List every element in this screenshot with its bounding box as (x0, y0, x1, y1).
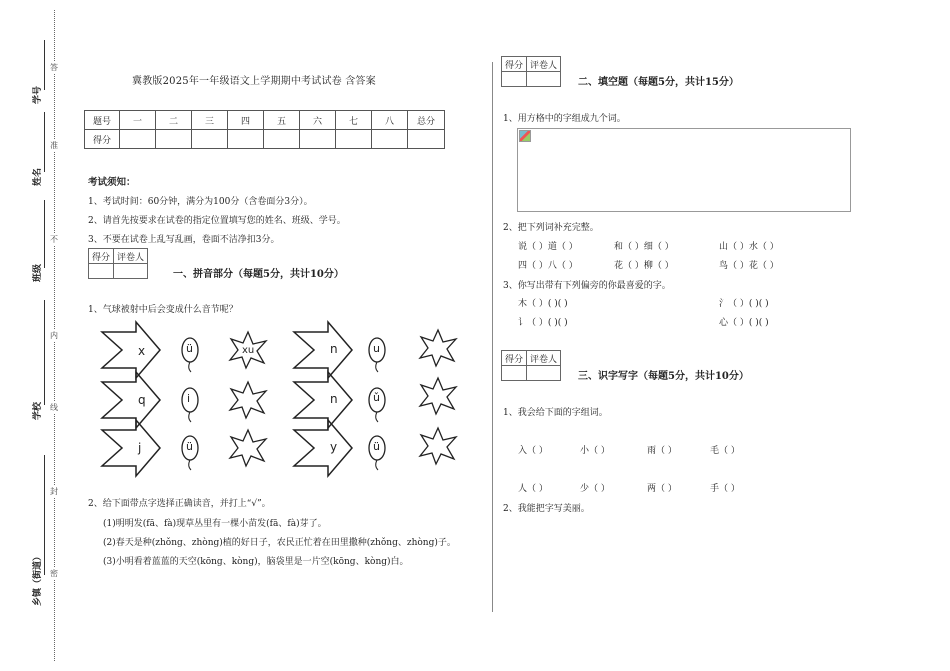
score-input-cell[interactable] (228, 130, 264, 149)
fill-item[interactable]: 花（ ）柳（ ） (614, 261, 674, 271)
grader-box (88, 248, 148, 279)
seal-word: 内 (50, 331, 58, 340)
fill-item[interactable]: 讠（ ）( )( ) (518, 318, 568, 328)
arrow-letter: n (330, 342, 338, 356)
arrow-shape (294, 420, 352, 476)
fill-item[interactable]: 心（ ）( )( ) (719, 318, 769, 328)
grader-reviewer-label: 评卷人 (527, 57, 561, 72)
score-table-cell: 六 (300, 111, 336, 130)
section1-q2-item: (1)明明发(fā、fà)现草丛里有一棵小苗发(fā、fà)芽了。 (103, 519, 327, 529)
fill-item[interactable]: 四（ ）八（ ） (518, 261, 578, 271)
balloon-letter: u (373, 342, 380, 355)
fill-item[interactable]: 木（ ）( )( ) (518, 299, 568, 309)
grader-score-cell[interactable] (89, 264, 114, 279)
margin-label-class: 班级 (33, 263, 43, 282)
margin-label-name: 姓名 (33, 167, 43, 186)
section3-question-1: 1、我会给下面的字组词。 (503, 408, 608, 418)
score-table-cell: 一 (120, 111, 156, 130)
score-input-cell[interactable] (300, 130, 336, 149)
star-shape (420, 330, 456, 366)
grader-reviewer-cell[interactable] (527, 366, 561, 381)
star-shape (420, 428, 456, 464)
section2-title: 二、填空题（每题5分，共计15分） (578, 77, 739, 88)
broken-image-icon (519, 130, 531, 142)
balloon-letter: ǔ (373, 391, 380, 404)
fill-item[interactable]: 两（ ） (647, 484, 677, 494)
score-table-cell: 五 (264, 111, 300, 130)
score-table (84, 110, 445, 149)
fill-item[interactable]: 人（ ） (518, 484, 548, 494)
score-input-cell[interactable] (156, 130, 192, 149)
seal-word: 准 (50, 141, 58, 150)
score-table-cell: 得分 (85, 130, 120, 149)
section1-question-2: 2、给下面带点字选择正确读音，并打上“√”。 (88, 499, 271, 509)
score-table-cell: 四 (228, 111, 264, 130)
arrow-shape (102, 372, 160, 428)
section1-title: 一、拼音部分（每题5分，共计10分） (173, 269, 344, 280)
arrow-shape (102, 322, 160, 378)
fill-item[interactable]: 雨（ ） (647, 446, 677, 456)
score-table-cell: 八 (372, 111, 408, 130)
grader-score-cell[interactable] (502, 72, 527, 87)
score-table-cell: 题号 (85, 111, 120, 130)
seal-word: 密 (50, 569, 58, 578)
balloon-letter: ü (373, 440, 380, 453)
arrow-letter: x (138, 344, 146, 358)
character-grid-image-box (517, 128, 851, 212)
balloon-letter: i (187, 392, 191, 405)
fill-item[interactable]: 山（ ）水（ ） (719, 242, 779, 252)
notice-item: 3、不要在试卷上乱写乱画，卷面不洁净扣3分。 (88, 235, 280, 245)
score-input-cell[interactable] (120, 130, 156, 149)
fill-item[interactable]: 和（ ）细（ ） (614, 242, 674, 252)
score-table-score-row (85, 130, 445, 149)
section1-q2-item: (3)小明看着蓝蓝的天空(kōng、kòng)，脑袋里是一片空(kōng、kòng)白。 (103, 557, 409, 567)
score-table-cell: 七 (336, 111, 372, 130)
section2-question-3: 3、你写出带有下列偏旁的你最喜爱的字。 (503, 281, 671, 291)
margin-label-student-id: 学号 (33, 85, 43, 104)
seal-word: 答 (50, 63, 58, 72)
section3-title: 三、识字写字（每题5分，共计10分） (578, 371, 749, 382)
star-letter: xu (242, 345, 255, 356)
fill-item[interactable]: 说（ ）道（ ） (518, 242, 578, 252)
arrow-shape (294, 372, 352, 428)
margin-write-line (44, 200, 45, 268)
arrow-shape (102, 420, 160, 476)
seal-word: 封 (50, 487, 58, 496)
grader-reviewer-cell[interactable] (527, 72, 561, 87)
score-input-cell[interactable] (264, 130, 300, 149)
section2-question-2: 2、把下列词补充完整。 (503, 223, 599, 233)
arrow-letter: n (330, 392, 338, 406)
margin-write-line (44, 300, 45, 405)
fill-item[interactable]: 手（ ） (710, 484, 740, 494)
score-input-cell[interactable] (192, 130, 228, 149)
star-shape (230, 430, 266, 466)
section3-question-2: 2、我能把字写美丽。 (503, 504, 590, 514)
score-table-cell: 总分 (408, 111, 445, 130)
seal-word: 不 (50, 235, 58, 244)
fill-item[interactable]: 鸟（ ）花（ ） (719, 261, 779, 271)
score-table-cell: 三 (192, 111, 228, 130)
margin-write-line (44, 40, 45, 90)
seal-word: 线 (50, 403, 58, 412)
margin-label-school: 学校 (33, 401, 43, 420)
arrow-letter: j (138, 441, 142, 455)
star-shape (230, 382, 266, 418)
score-input-cell[interactable] (372, 130, 408, 149)
star-shape (420, 378, 456, 414)
margin-write-line (44, 112, 45, 172)
fill-item[interactable]: 氵（ ）( )( ) (719, 299, 769, 309)
grader-reviewer-cell[interactable] (114, 264, 148, 279)
grader-score-label: 得分 (502, 351, 527, 366)
grader-score-label: 得分 (502, 57, 527, 72)
fill-item[interactable]: 入（ ） (518, 446, 548, 456)
score-input-cell[interactable] (336, 130, 372, 149)
page-title: 冀教版2025年一年级语文上学期期中考试试卷 含答案 (132, 76, 376, 87)
pinyin-balloon-picture (100, 320, 470, 480)
balloon-letter: ü (186, 342, 193, 355)
grader-reviewer-label: 评卷人 (527, 351, 561, 366)
notice-heading: 考试须知： (88, 177, 136, 188)
section1-q2-item: (2)春天是种(zhǒng、zhòng)植的好日子，农民正忙着在田里撒种(zhǒng、zhòng)子。 (103, 538, 456, 548)
grader-score-label: 得分 (89, 249, 114, 264)
notice-item: 1、考试时间：60分钟，满分为100分（含卷面分3分）。 (88, 197, 313, 207)
arrow-shape (294, 322, 352, 378)
grader-box (501, 350, 561, 381)
fill-item[interactable]: 小（ ） (580, 446, 610, 456)
score-table-cell: 二 (156, 111, 192, 130)
grader-box (501, 56, 561, 87)
section2-question-1: 1、用方格中的字组成九个词。 (503, 114, 626, 124)
margin-label-township: 乡镇（街道） (33, 551, 43, 606)
notice-item: 2、请首先按要求在试卷的指定位置填写您的姓名、班级、学号。 (88, 216, 346, 226)
grader-reviewer-label: 评卷人 (114, 249, 148, 264)
column-divider (492, 62, 493, 612)
fill-item[interactable]: 毛（ ） (710, 446, 740, 456)
section1-question-1: 1、气球被射中后会变成什么音节呢？ (88, 305, 238, 315)
arrow-letter: q (138, 393, 146, 407)
score-table-header-row (85, 111, 445, 130)
arrow-letter: y (330, 440, 338, 454)
fill-item[interactable]: 少（ ） (580, 484, 610, 494)
balloon-letter: ü (186, 440, 193, 453)
grader-score-cell[interactable] (502, 366, 527, 381)
margin-write-line (44, 455, 45, 575)
score-input-cell[interactable] (408, 130, 445, 149)
